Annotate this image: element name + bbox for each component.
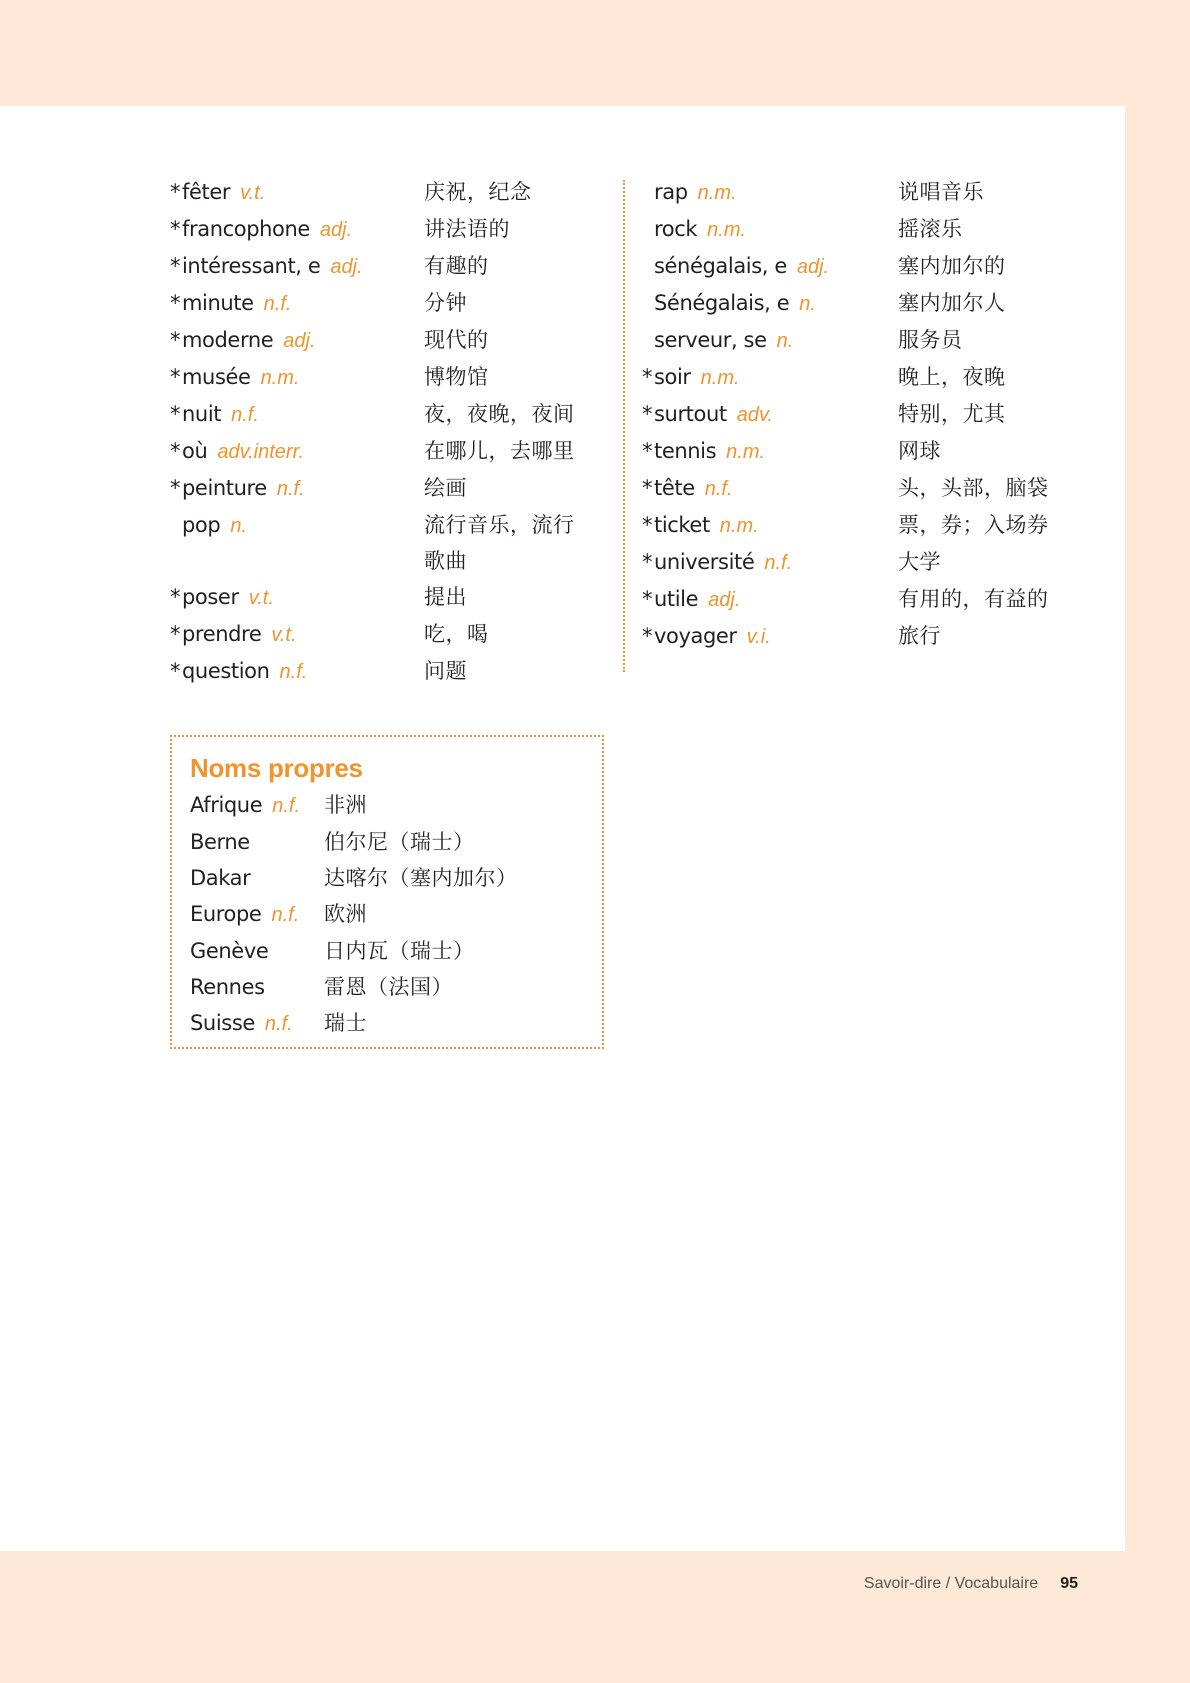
- translation: 分钟: [424, 291, 467, 315]
- vocab-entry: [642, 507, 1082, 544]
- translation: 达喀尔（塞内加尔）: [324, 866, 518, 890]
- vocab-word: [642, 618, 898, 655]
- translation: 流行音乐，流行歌曲: [424, 513, 575, 573]
- proper-noun-entry: [190, 896, 584, 933]
- vocab-word: [642, 174, 898, 211]
- translation: 欧洲: [324, 902, 367, 926]
- proper-noun-word: [190, 860, 324, 896]
- headword: Genève: [190, 939, 269, 963]
- vocab-list-left: [170, 174, 610, 690]
- vocab-word: [170, 174, 424, 211]
- headword: Suisse: [190, 1011, 255, 1035]
- required-marker: *: [170, 476, 181, 500]
- headword: Sénégalais, e: [654, 291, 790, 315]
- vocab-entry: [642, 470, 1082, 507]
- part-of-speech: adj.: [708, 589, 741, 611]
- translation: 有用的，有益的: [898, 587, 1049, 611]
- translation: 网球: [898, 439, 941, 463]
- translation: 票，券；入场券: [898, 513, 1049, 537]
- translation: 在哪儿，去哪里: [424, 439, 575, 463]
- vocab-entry: [170, 211, 610, 248]
- translation: 说唱音乐: [898, 180, 984, 204]
- headword: Dakar: [190, 866, 251, 890]
- proper-noun-entry: [190, 787, 584, 824]
- vocab-entry: [170, 433, 610, 470]
- vocab-word: [642, 470, 898, 507]
- required-marker: *: [642, 439, 653, 463]
- translation: 摇滚乐: [898, 217, 963, 241]
- headword: surtout: [654, 402, 727, 426]
- vocab-word: [170, 211, 424, 248]
- proper-noun-entry: [190, 824, 584, 860]
- headword: poser: [182, 585, 239, 609]
- vocab-word: [642, 211, 898, 248]
- vocab-list-right: [642, 174, 1082, 655]
- required-marker: *: [642, 365, 653, 389]
- vocab-word: [170, 322, 424, 359]
- vocab-entry: [642, 322, 1082, 359]
- headword: Rennes: [190, 975, 265, 999]
- translation: 塞内加尔人: [898, 291, 1006, 315]
- headword: sénégalais, e: [654, 254, 787, 278]
- part-of-speech: adj.: [796, 256, 830, 278]
- required-marker: *: [170, 291, 181, 315]
- vocab-word: [170, 507, 424, 544]
- part-of-speech: n.m.: [697, 182, 737, 204]
- vocab-entry: [170, 396, 610, 433]
- required-marker: *: [170, 402, 181, 426]
- translation: 雷恩（法国）: [324, 975, 453, 999]
- translation: 提出: [424, 585, 467, 609]
- headword: tennis: [654, 439, 717, 463]
- translation: 旅行: [898, 624, 941, 648]
- part-of-speech: n.f.: [263, 293, 292, 315]
- vocab-entry: [642, 174, 1082, 211]
- headword: Berne: [190, 830, 250, 854]
- headword: tête: [654, 476, 695, 500]
- part-of-speech: adj.: [283, 330, 316, 352]
- translation: 问题: [424, 659, 467, 683]
- part-of-speech: n.m.: [719, 515, 759, 537]
- headword: ticket: [654, 513, 710, 537]
- vocab-word: [642, 396, 898, 433]
- required-marker: *: [170, 365, 181, 389]
- vocab-entry: [170, 507, 610, 579]
- translation: 讲法语的: [424, 217, 510, 241]
- vocab-entry: [642, 248, 1082, 285]
- vocab-word: [642, 507, 898, 544]
- headword: nuit: [182, 402, 222, 426]
- vocab-entry: [642, 396, 1082, 433]
- headword: utile: [654, 587, 699, 611]
- required-marker: *: [642, 513, 653, 537]
- vocab-word: [170, 470, 424, 507]
- vocab-word: [642, 322, 898, 359]
- part-of-speech: adv.interr.: [217, 441, 305, 463]
- required-marker: *: [170, 585, 181, 609]
- part-of-speech: n.f.: [276, 478, 305, 500]
- required-marker: *: [170, 217, 181, 241]
- part-of-speech: n.f.: [272, 795, 301, 817]
- part-of-speech: v.t.: [271, 624, 297, 646]
- required-marker: *: [642, 550, 653, 574]
- vocab-entry: [170, 616, 610, 653]
- required-marker: *: [170, 254, 181, 278]
- translation: 吃，喝: [424, 622, 489, 646]
- part-of-speech: n.m.: [700, 367, 740, 389]
- proper-noun-word: [190, 787, 324, 824]
- headword: peinture: [182, 476, 267, 500]
- translation: 非洲: [324, 793, 367, 817]
- vocab-word: [170, 433, 424, 470]
- vocab-entry: [170, 285, 610, 322]
- vocab-entry: [170, 653, 610, 690]
- vocab-entry: [642, 359, 1082, 396]
- headword: Afrique: [190, 793, 263, 817]
- column-divider: [623, 180, 625, 672]
- translation: 伯尔尼（瑞士）: [324, 830, 475, 854]
- required-marker: *: [170, 180, 181, 204]
- vocab-word: [170, 653, 424, 690]
- proper-noun-entry: [190, 860, 584, 896]
- headword: francophone: [182, 217, 310, 241]
- part-of-speech: n.f.: [704, 478, 733, 500]
- required-marker: *: [642, 402, 653, 426]
- part-of-speech: n.f.: [231, 404, 259, 426]
- proper-noun-entry: [190, 933, 584, 969]
- headword: minute: [182, 291, 254, 315]
- part-of-speech: n.: [799, 293, 816, 315]
- part-of-speech: n.f.: [264, 1013, 293, 1035]
- headword: université: [654, 550, 755, 574]
- headword: où: [182, 439, 208, 463]
- headword: rap: [654, 180, 688, 204]
- vocab-word: [170, 579, 424, 616]
- required-marker: *: [642, 624, 653, 648]
- headword: soir: [654, 365, 691, 389]
- translation: 绘画: [424, 476, 467, 500]
- vocab-entry: [170, 579, 610, 616]
- headword: moderne: [182, 328, 274, 352]
- vocab-word: [170, 359, 424, 396]
- headword: pop: [182, 513, 221, 537]
- part-of-speech: v.t.: [240, 182, 266, 204]
- vocab-word: [642, 433, 898, 470]
- vocab-word: [170, 285, 424, 322]
- translation: 有趣的: [424, 254, 489, 278]
- required-marker: *: [170, 328, 181, 352]
- vocab-word: [642, 248, 898, 285]
- headword: rock: [654, 217, 698, 241]
- required-marker: *: [642, 587, 653, 611]
- headword: prendre: [182, 622, 262, 646]
- headword: Europe: [190, 902, 262, 926]
- proper-noun-entry: [190, 969, 584, 1005]
- proper-noun-word: [190, 896, 324, 933]
- vocab-word: [642, 285, 898, 322]
- page-number: 95: [1060, 1575, 1078, 1592]
- translation: 塞内加尔的: [898, 254, 1006, 278]
- translation: 大学: [898, 550, 941, 574]
- footer-section-label: Savoir-dire / Vocabulaire: [863, 1575, 1039, 1592]
- vocab-entry: [642, 285, 1082, 322]
- vocab-entry: [642, 544, 1082, 581]
- proper-noun-word: [190, 969, 324, 1005]
- part-of-speech: v.i.: [746, 626, 771, 648]
- part-of-speech: n.: [776, 330, 794, 352]
- vocab-entry: [642, 618, 1082, 655]
- proper-nouns-list: [190, 787, 584, 1042]
- headword: voyager: [654, 624, 737, 648]
- vocab-word: [170, 616, 424, 653]
- proper-nouns-title: Noms propres: [190, 753, 363, 783]
- required-marker: *: [170, 659, 181, 683]
- vocab-entry: [170, 359, 610, 396]
- part-of-speech: n.m.: [726, 441, 766, 463]
- part-of-speech: n.: [230, 515, 247, 537]
- vocab-word: [642, 359, 898, 396]
- part-of-speech: n.m.: [707, 219, 747, 241]
- proper-noun-entry: [190, 1005, 584, 1042]
- headword: intéressant, e: [182, 254, 321, 278]
- translation: 服务员: [898, 328, 963, 352]
- vocab-entry: [170, 322, 610, 359]
- translation: 博物馆: [424, 365, 489, 389]
- part-of-speech: adj.: [330, 256, 363, 278]
- vocab-word: [170, 396, 424, 433]
- part-of-speech: n.f.: [764, 552, 793, 574]
- required-marker: *: [170, 439, 181, 463]
- translation: 特别，尤其: [898, 402, 1006, 426]
- translation: 夜，夜晚，夜间: [424, 402, 575, 426]
- translation: 庆祝，纪念: [424, 180, 532, 204]
- vocab-entry: [642, 211, 1082, 248]
- required-marker: *: [170, 622, 181, 646]
- vocab-entry: [170, 470, 610, 507]
- proper-nouns-box: [170, 735, 604, 1049]
- translation: 日内瓦（瑞士）: [324, 939, 475, 963]
- proper-noun-word: [190, 1005, 324, 1042]
- translation: 瑞士: [324, 1011, 367, 1035]
- headword: musée: [182, 365, 251, 389]
- headword: serveur, se: [654, 328, 767, 352]
- part-of-speech: v.t.: [248, 587, 274, 609]
- vocab-entry: [642, 581, 1082, 618]
- part-of-speech: n.f.: [279, 661, 308, 683]
- vocab-word: [642, 581, 898, 618]
- proper-noun-word: [190, 933, 324, 969]
- page-footer: [864, 1575, 1078, 1593]
- vocab-entry: [170, 174, 610, 211]
- part-of-speech: n.m.: [260, 367, 300, 389]
- part-of-speech: adj.: [319, 219, 353, 241]
- headword: question: [182, 659, 270, 683]
- part-of-speech: n.f.: [271, 904, 300, 926]
- headword: fêter: [182, 180, 231, 204]
- required-marker: *: [642, 476, 653, 500]
- vocab-word: [642, 544, 898, 581]
- part-of-speech: adv.: [736, 404, 774, 426]
- translation: 头，头部，脑袋: [898, 476, 1049, 500]
- proper-noun-word: [190, 824, 324, 860]
- vocab-word: [170, 248, 424, 285]
- translation: 现代的: [424, 328, 489, 352]
- translation: 晚上，夜晚: [898, 365, 1006, 389]
- vocab-entry: [642, 433, 1082, 470]
- vocab-entry: [170, 248, 610, 285]
